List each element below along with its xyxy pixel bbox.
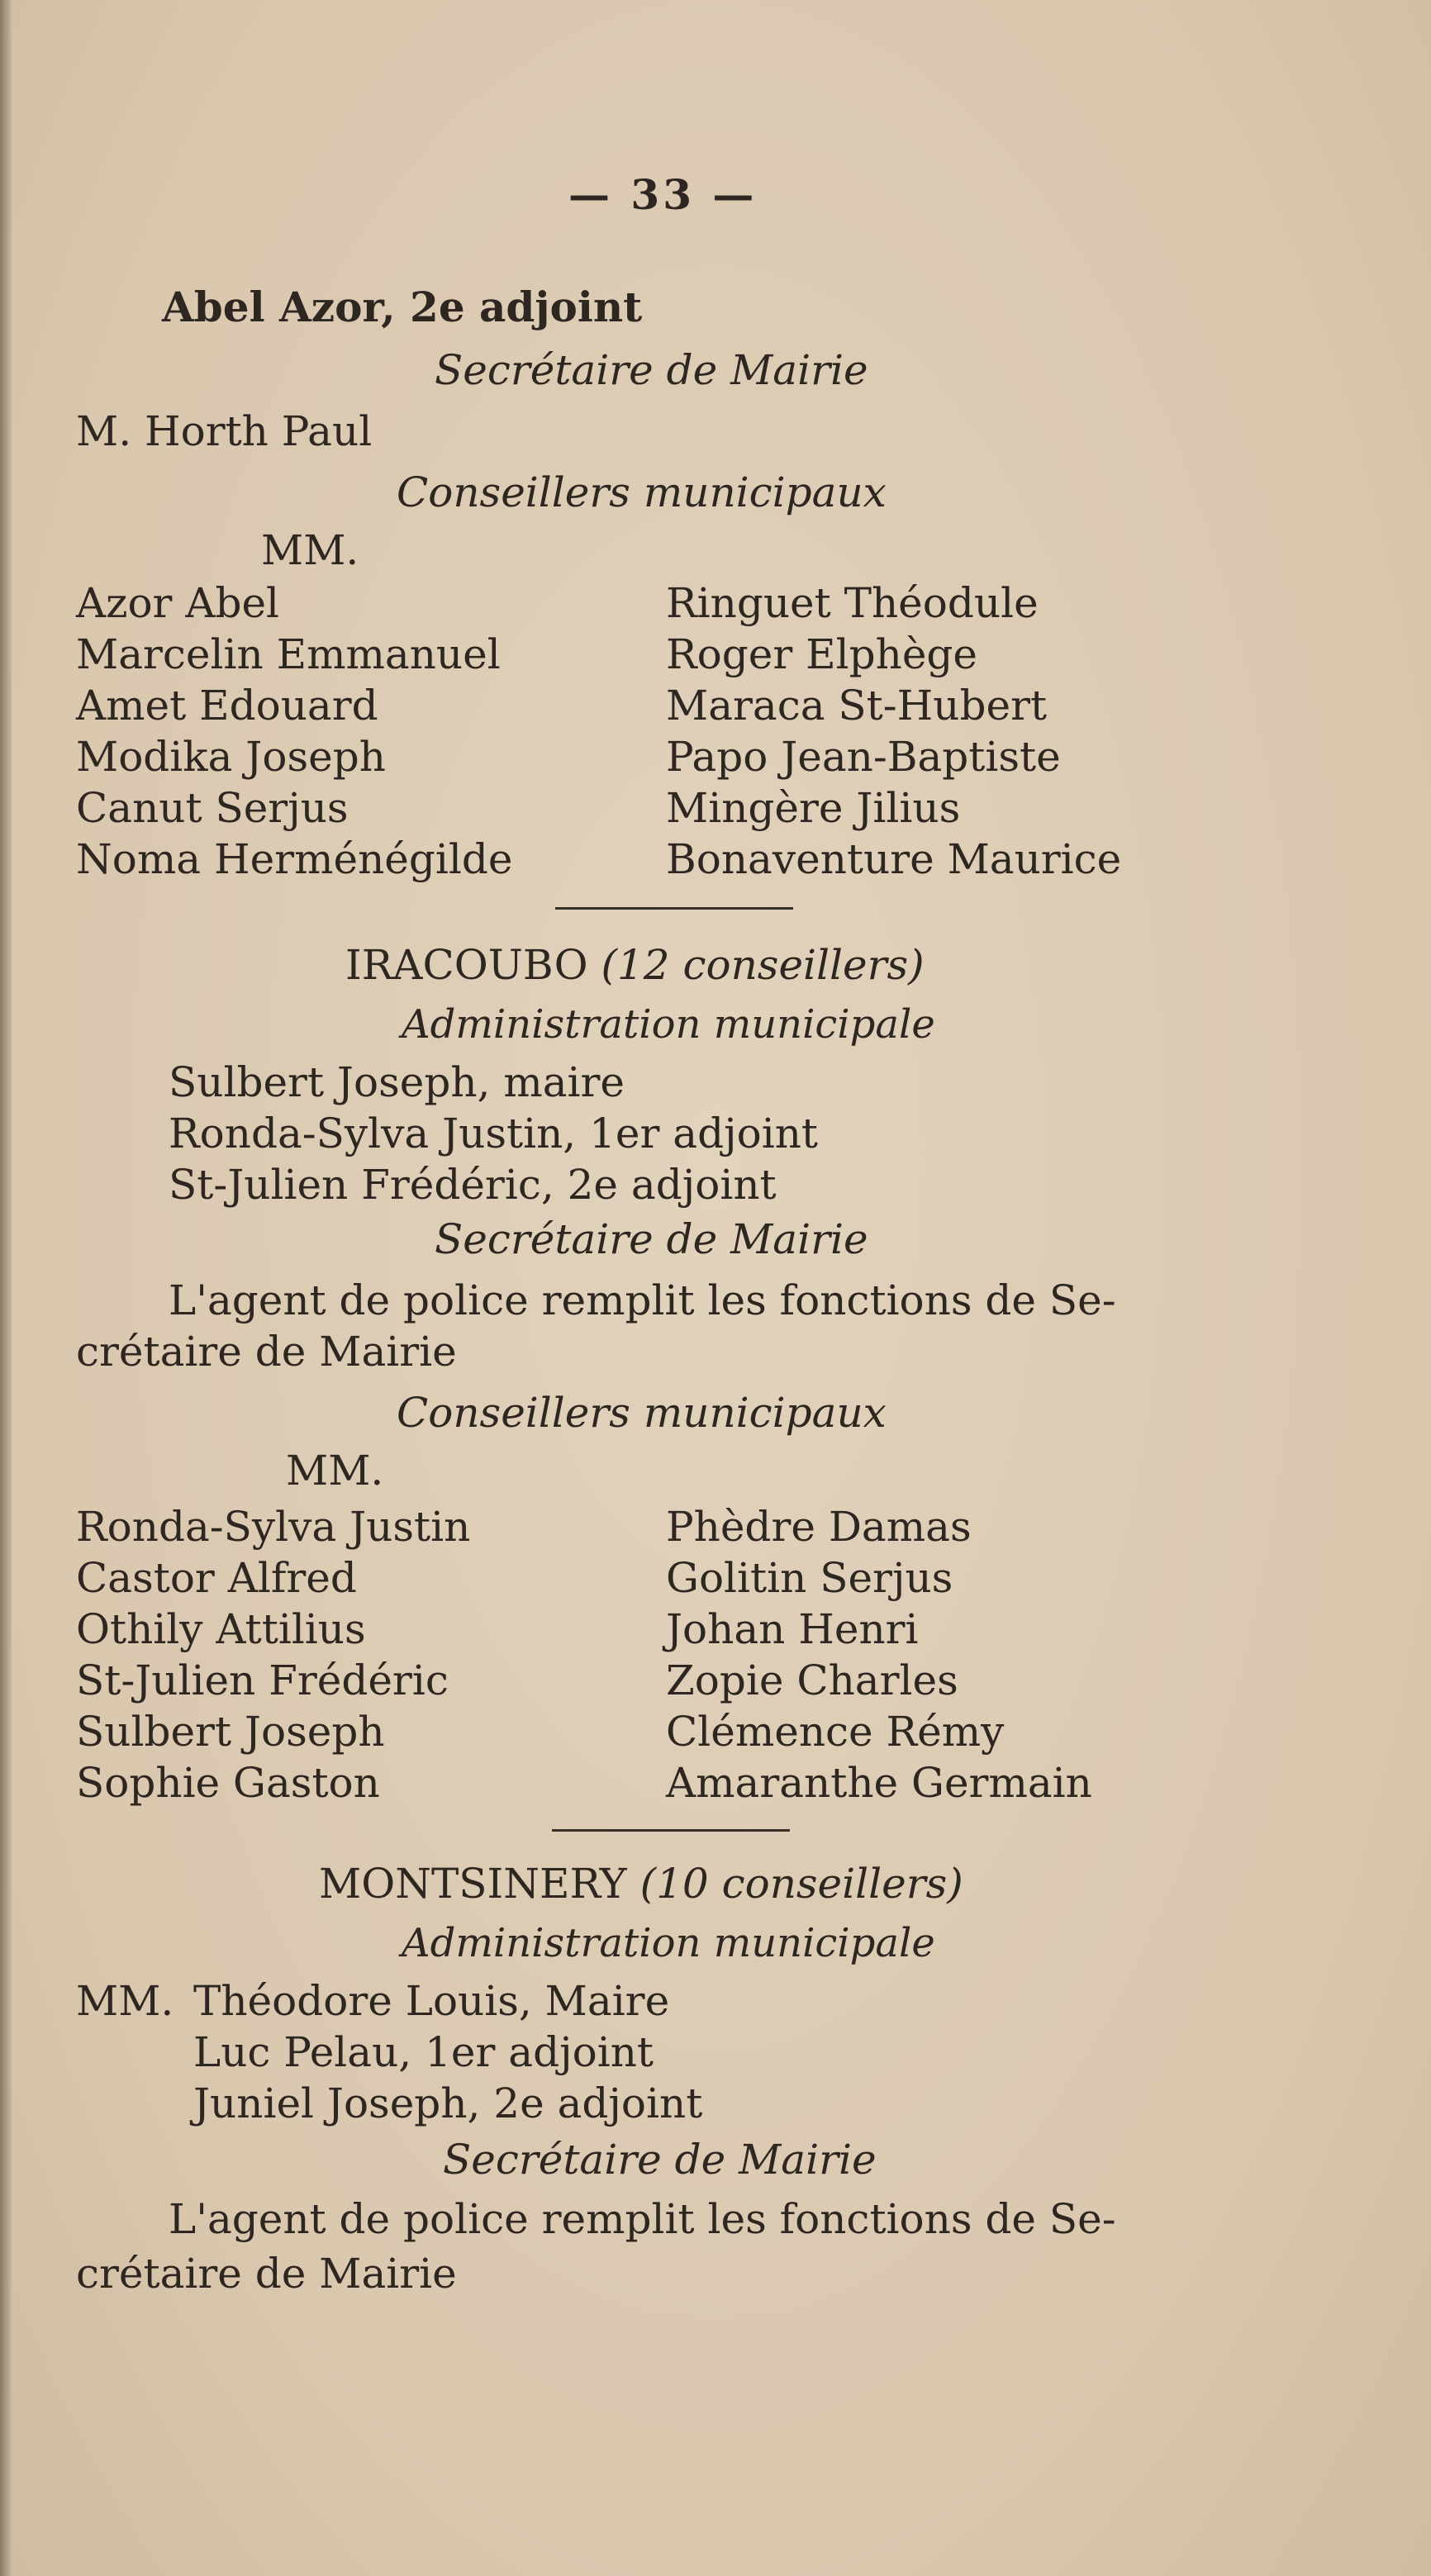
page-number: — 33 — — [568, 170, 758, 219]
secretary-name-1: M. Horth Paul — [76, 407, 373, 455]
commune-name: IRACOUBO — [345, 941, 588, 989]
councillor-count: (12 conseillers) — [601, 941, 925, 989]
montsinery-title — [319, 1859, 963, 1908]
councillor-right: Clémence Rémy — [666, 1708, 1005, 1756]
councillor-right: Roger Elphège — [666, 630, 978, 678]
secretary-heading-1: Secrétaire de Mairie — [435, 346, 868, 394]
councillor-left: Amet Edouard — [76, 682, 378, 730]
councillor-left: Azor Abel — [76, 579, 280, 627]
councillor-left: Castor Alfred — [76, 1554, 357, 1602]
councillor-right: Maraca St-Hubert — [666, 682, 1048, 730]
councillor-right: Phèdre Damas — [666, 1503, 972, 1551]
commune-name: MONTSINERY — [319, 1860, 627, 1908]
admin-heading-iracoubo: Administration municipale — [402, 1001, 935, 1048]
councillor-left: Ronda-Sylva Justin — [76, 1503, 471, 1551]
admin-member: St-Julien Frédéric, 2e adjoint — [169, 1161, 777, 1209]
secretary-heading-iracoubo: Secrétaire de Mairie — [435, 1215, 868, 1263]
secretary-heading-montsinery: Secrétaire de Mairie — [443, 2136, 877, 2184]
councillor-right: Bonaventure Maurice — [666, 835, 1122, 883]
admin-member: Juniel Joseph, 2e adjoint — [193, 2079, 703, 2127]
admin-member: Théodore Louis, Maire — [193, 1977, 670, 2025]
councillor-right: Zopie Charles — [666, 1656, 958, 1704]
section-divider — [555, 907, 793, 910]
councillor-right: Mingère Jilius — [666, 784, 961, 832]
secretary-text-line-1: L'agent de police remplit les fonctions de Se- — [169, 1276, 1116, 1324]
section-divider — [552, 1829, 790, 1832]
councillor-count: (10 conseillers) — [639, 1860, 963, 1908]
councillors-heading-1: Conseillers municipaux — [397, 468, 887, 516]
councillor-left: Othily Attilius — [76, 1605, 366, 1653]
admin-heading-montsinery: Administration municipale — [402, 1920, 935, 1966]
councillor-right: Golitin Serjus — [666, 1554, 953, 1602]
councillor-left: Sophie Gaston — [76, 1759, 380, 1807]
secretary-text-line-1: L'agent de police remplit les fonctions de Se- — [169, 2195, 1116, 2243]
councillor-left: St-Julien Frédéric — [76, 1656, 449, 1704]
councillors-heading-iracoubo: Conseillers municipaux — [397, 1389, 887, 1437]
mm-label-1: MM. — [261, 526, 359, 574]
councillor-left: Noma Herménégilde — [76, 835, 513, 883]
councillor-left: Sulbert Joseph — [76, 1708, 385, 1756]
second-adjoint: Abel Azor, 2e adjoint — [162, 283, 643, 331]
iracoubo-title — [345, 940, 925, 990]
admin-member: Sulbert Joseph, maire — [169, 1058, 625, 1106]
admin-member: Ronda-Sylva Justin, 1er adjoint — [169, 1110, 818, 1157]
secretary-text-line-2: crétaire de Mairie — [76, 2250, 457, 2298]
councillor-left: Marcelin Emmanuel — [76, 630, 501, 678]
councillor-left: Modika Joseph — [76, 733, 386, 781]
councillor-right: Johan Henri — [666, 1605, 919, 1653]
admin-prefix: MM. — [76, 1977, 174, 2025]
councillor-right: Amaranthe Germain — [666, 1759, 1092, 1807]
admin-member: Luc Pelau, 1er adjoint — [193, 2028, 654, 2076]
secretary-text-line-2: crétaire de Mairie — [76, 1328, 457, 1376]
councillor-right: Papo Jean-Baptiste — [666, 733, 1061, 781]
councillor-right: Ringuet Théodule — [666, 579, 1039, 627]
mm-label-iracoubo: MM. — [286, 1447, 384, 1495]
councillor-left: Canut Serjus — [76, 784, 349, 832]
